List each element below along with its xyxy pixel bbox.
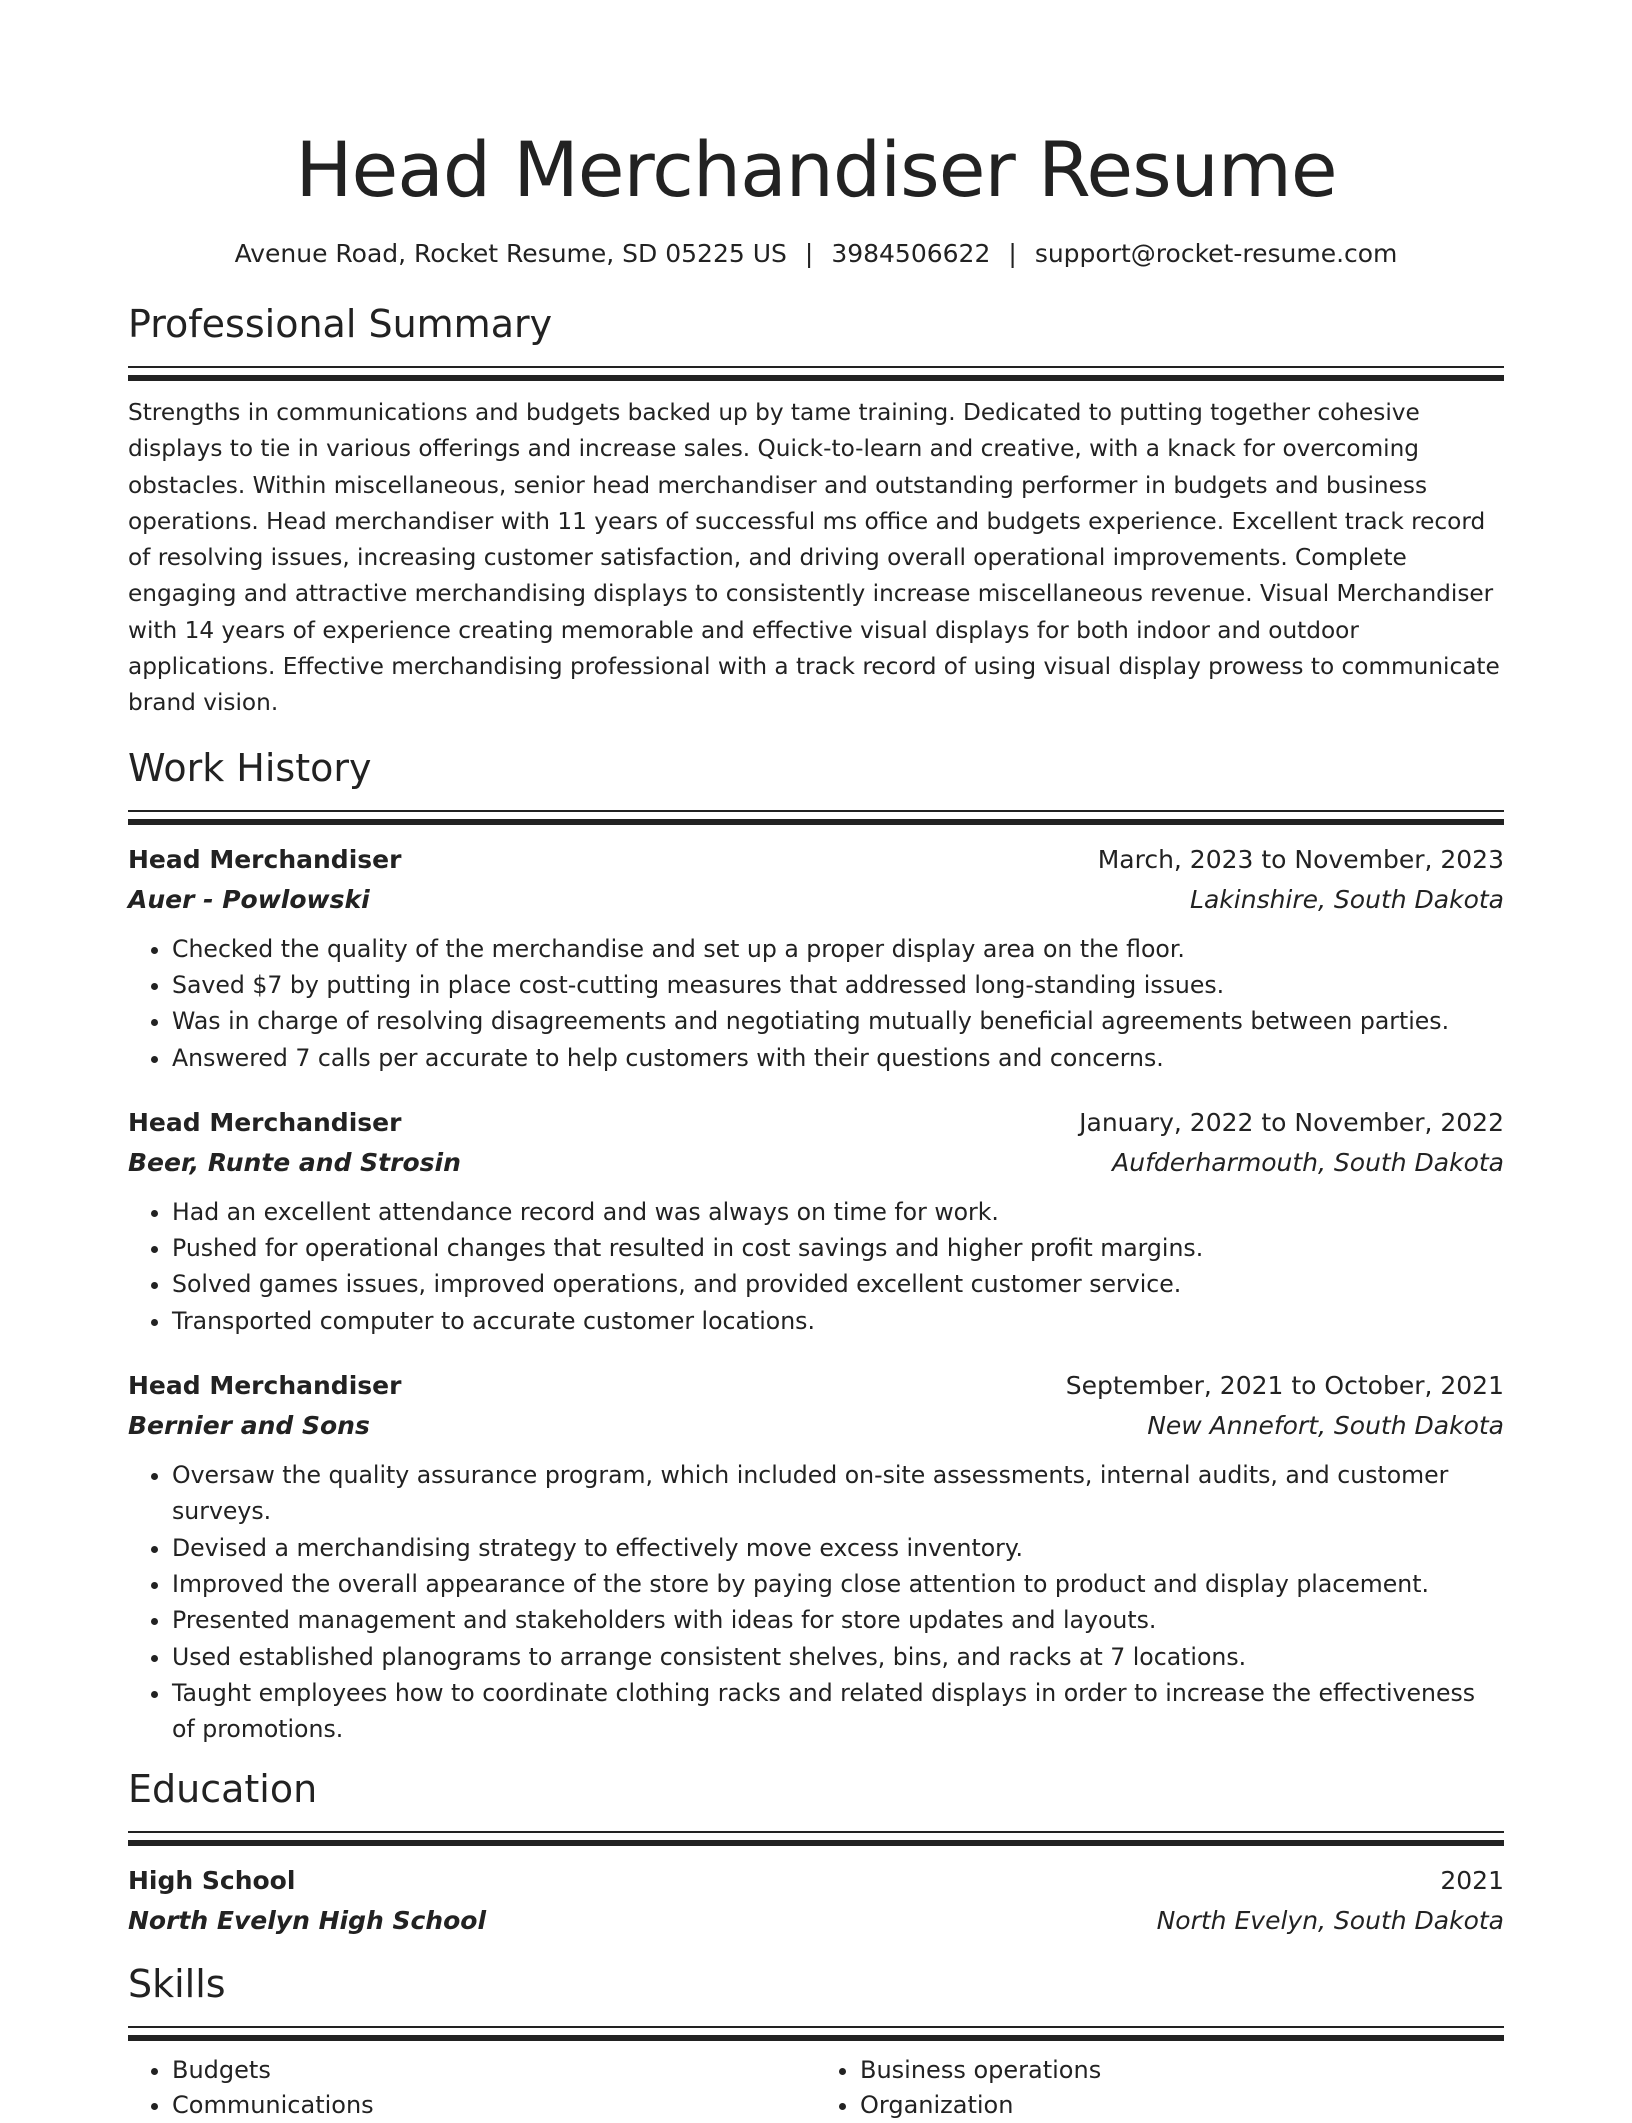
education-entry <box>128 1864 1504 1938</box>
section-heading-skills: Skills <box>128 1962 226 2007</box>
job-title-row <box>128 1106 1504 1140</box>
education-year: 2021 <box>1440 1866 1504 1896</box>
education-school: North Evelyn High School <box>128 1906 487 1936</box>
job-title: Head Merchandiser <box>128 1107 402 1137</box>
skills-list <box>128 2053 1504 2123</box>
skills-section <box>128 1960 1504 2123</box>
job-bullet: • Solved games issues, improved operations, and provided excellent customer service. <box>172 1266 1504 1302</box>
job-location: Aufderharmouth, South Dakota <box>1112 1147 1504 1177</box>
job-title: Head Merchandiser <box>128 1371 402 1401</box>
job-dates: January, 2022 to November, 2022 <box>1079 1107 1504 1137</box>
section-heading-work-history: Work History <box>128 745 372 790</box>
job-title-row <box>128 1369 1504 1403</box>
skills-column-left <box>128 2053 816 2123</box>
job-entry <box>128 843 1504 1076</box>
job-bullet: • Used established planograms to arrange consistent shelves, bins, and racks at 7 locations. <box>172 1639 1504 1675</box>
job-entry <box>128 1369 1504 1747</box>
contact-address: Avenue Road, Rocket Resume, SD 05225 US <box>234 239 787 268</box>
job-dates: September, 2021 to October, 2021 <box>1065 1371 1504 1401</box>
job-bullet: • Saved $7 by putting in place cost-cutting measures that addressed long-standing issues. <box>172 967 1504 1003</box>
job-bullet: • Checked the quality of the merchandise and set up a proper display area on the floor. <box>172 931 1504 967</box>
job-bullet: • Had an excellent attendance record and was always on time for work. <box>172 1194 1504 1230</box>
job-bullets <box>128 1457 1504 1747</box>
job-bullet: • Transported computer to accurate customer locations. <box>172 1303 1504 1339</box>
contact-separator: | <box>804 239 814 268</box>
job-bullet: • Oversaw the quality assurance program, which included on-site assessments, internal audits, and customer surveys. <box>172 1457 1504 1530</box>
education-section <box>128 1765 1504 1938</box>
job-location: Lakinshire, South Dakota <box>1190 884 1504 914</box>
summary-section <box>128 300 1504 722</box>
skills-column-right <box>816 2053 1504 2123</box>
job-bullet: • Pushed for operational changes that resulted in cost savings and higher profit margins. <box>172 1230 1504 1266</box>
skill-item: • Communications <box>172 2088 816 2123</box>
job-bullet: • Taught employees how to coordinate clothing racks and related displays in order to increase the effectiveness of promotions. <box>172 1675 1504 1748</box>
job-company: Beer, Runte and Strosin <box>128 1147 461 1177</box>
job-bullet: • Devised a merchandising strategy to effectively move excess inventory. <box>172 1530 1504 1566</box>
work-history-section <box>128 744 1504 1748</box>
job-bullet: • Presented management and stakeholders with ideas for store updates and layouts. <box>172 1602 1504 1638</box>
job-location: New Annefort, South Dakota <box>1147 1411 1504 1441</box>
job-entry <box>128 1106 1504 1339</box>
section-divider <box>128 810 1504 823</box>
education-degree: High School <box>128 1866 296 1896</box>
job-company-row <box>128 1146 1504 1180</box>
education-degree-row <box>128 1864 1504 1898</box>
contact-separator: | <box>1008 239 1017 268</box>
education-location: North Evelyn, South Dakota <box>1156 1906 1504 1936</box>
job-bullet: • Improved the overall appearance of the store by paying close attention to product and display placement. <box>172 1566 1504 1602</box>
section-heading-summary: Professional Summary <box>128 302 553 346</box>
job-bullets <box>128 1194 1504 1339</box>
job-company: Auer - Powlowski <box>128 884 370 914</box>
summary-text: Strengths in communications and budgets backed up by tame training. Dedicated to putting together cohesive displays to tie in various offerings and increase sales. Quick-to-learn and creative, with a knack for overcoming obstacles. Within miscellaneous, senior head merchandiser and outstanding performer in budgets and business operations. Head merchandiser with 11 years of successful ms office and budgets experience. Excellent track record of resolving issues, increasing customer satisfaction, and driving overall operational improvements. Complete engaging and attractive merchandising displays to consistently increase miscellaneous revenue. Visual Merchandiser with 14 years of experience creating memorable and effective visual displays for both indoor and outdoor applications. Effective merchandising professional with a track record of using visual display prowess to communicate brand vision. <box>128 399 1500 717</box>
education-school-row <box>128 1904 1504 1938</box>
job-title-row <box>128 843 1504 877</box>
job-dates: March, 2023 to November, 2023 <box>1097 844 1504 874</box>
job-bullets <box>128 931 1504 1076</box>
skill-item: • Business operations <box>860 2053 1504 2088</box>
section-divider <box>128 2026 1504 2039</box>
skill-item: • Budgets <box>172 2053 816 2088</box>
job-bullet: • Answered 7 calls per accurate to help customers with their questions and concerns. <box>172 1040 1504 1076</box>
contact-line <box>128 238 1504 270</box>
job-company-row <box>128 883 1504 917</box>
job-bullet: • Was in charge of resolving disagreements and negotiating mutually beneficial agreements between parties. <box>172 1003 1504 1039</box>
resume-title: Head Merchandiser Resume <box>295 125 1337 214</box>
job-company: Bernier and Sons <box>128 1411 370 1441</box>
section-divider <box>128 1831 1504 1844</box>
skill-item: • Organization <box>860 2088 1504 2123</box>
job-company-row <box>128 1409 1504 1443</box>
contact-phone: 3984506622 <box>831 239 991 268</box>
section-heading-education: Education <box>128 1767 318 1812</box>
contact-email[interactable]: support@rocket-resume.com <box>1034 239 1398 268</box>
job-title: Head Merchandiser <box>128 844 402 874</box>
section-divider <box>128 366 1504 379</box>
